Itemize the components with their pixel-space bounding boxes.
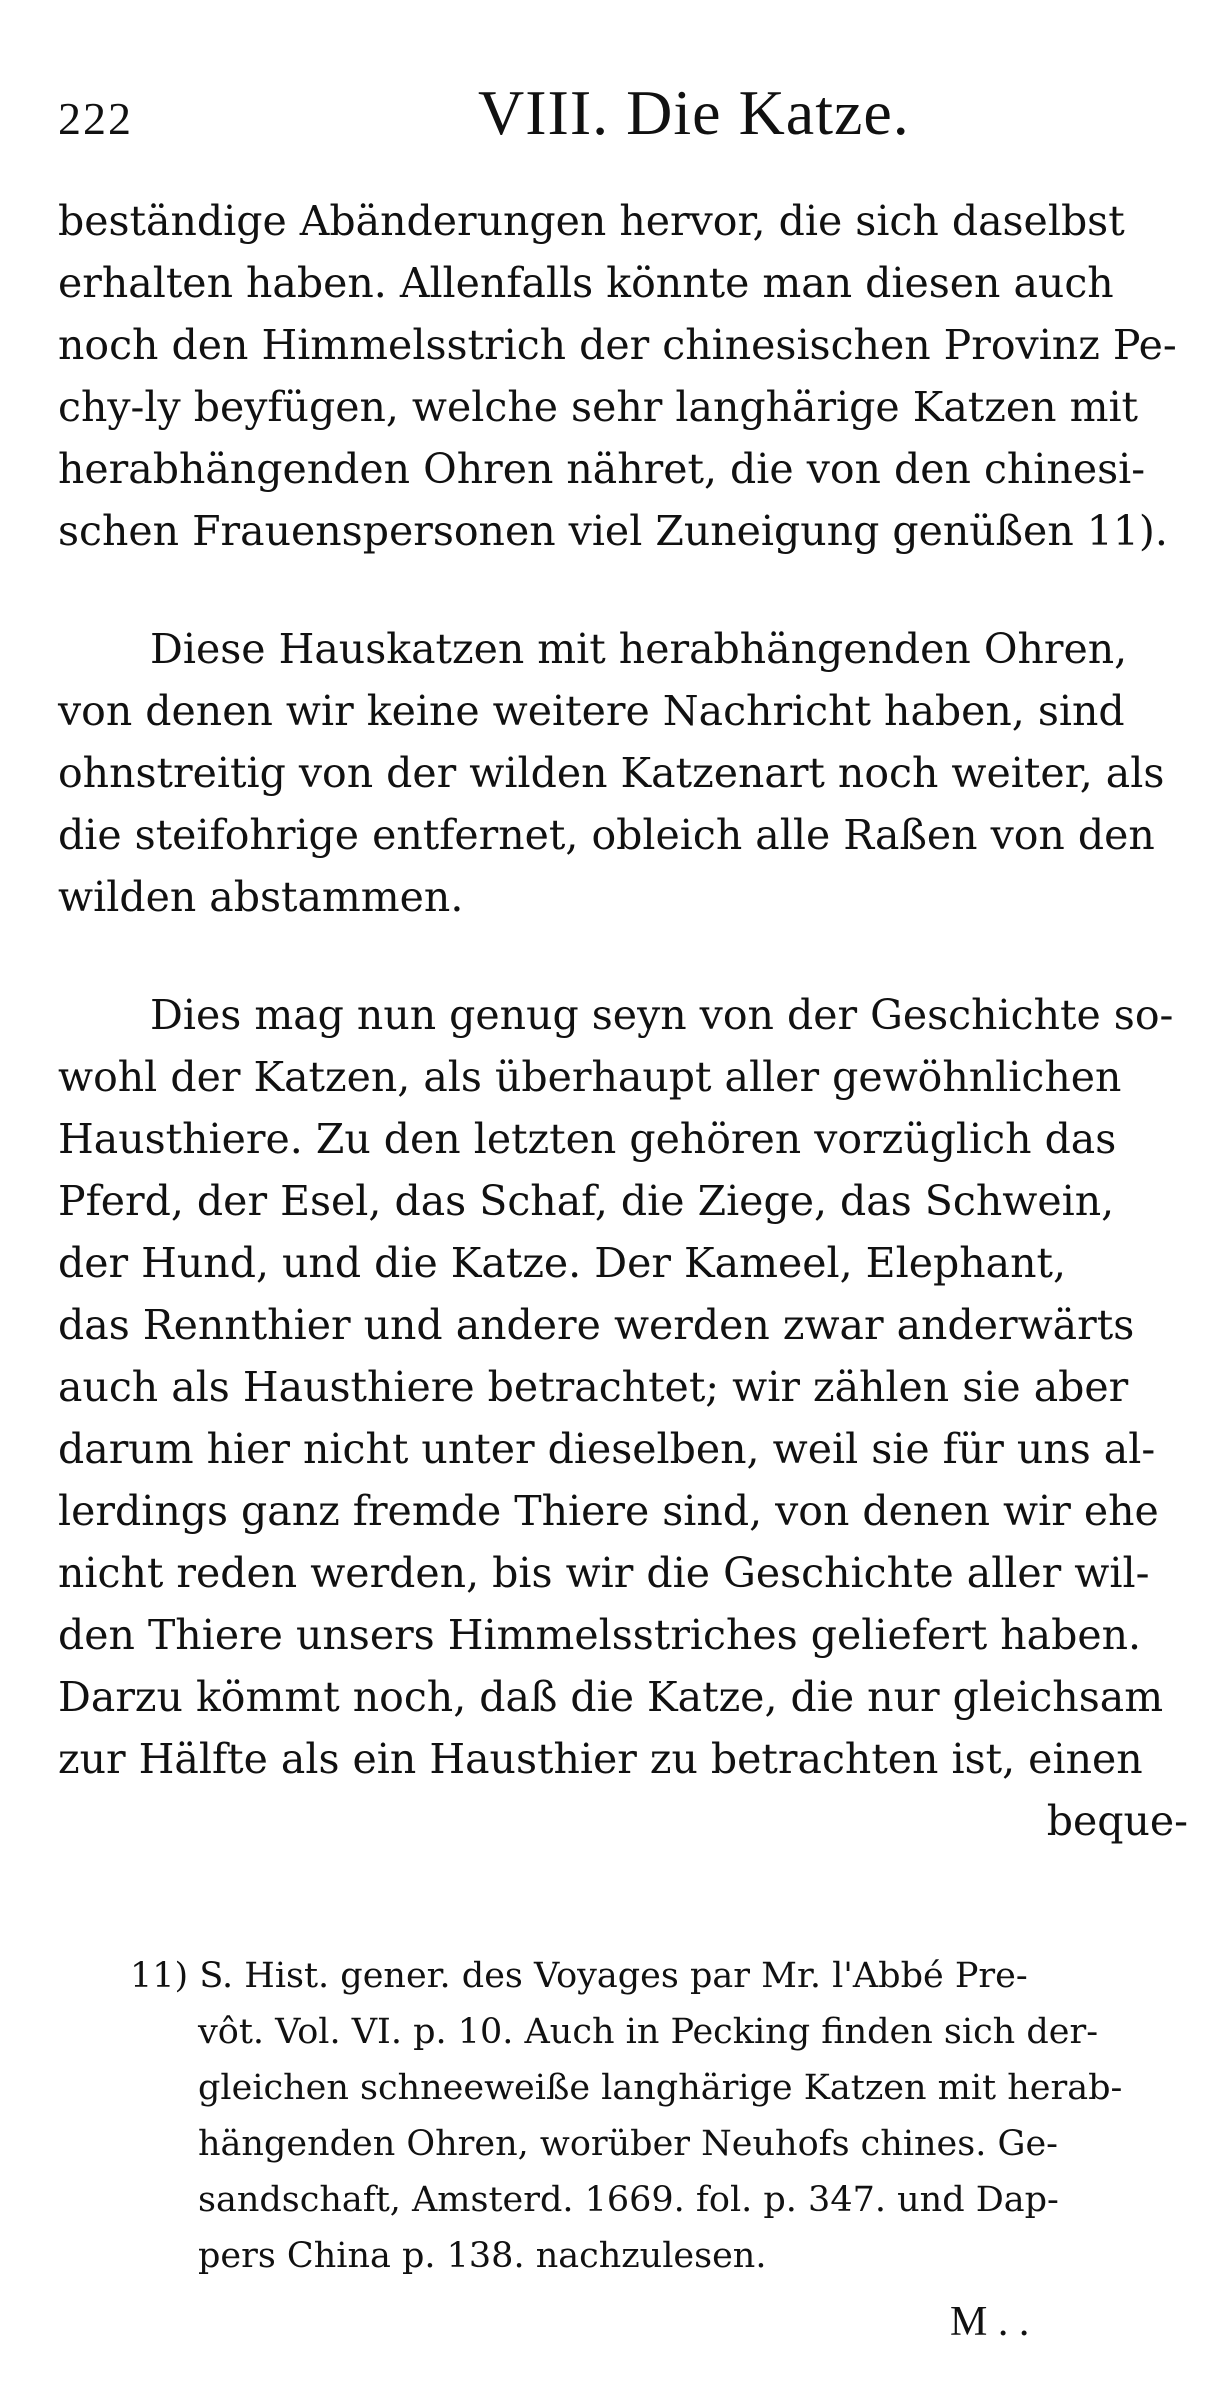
footnote-line: gleichen schneeweiße langhärige Katzen mit herab- — [198, 2068, 1123, 2108]
text-line: beständige Abänderungen hervor, die sich daselbst — [58, 197, 1125, 245]
footnote-line: 11) S. Hist. gener. des Voyages par Mr. l'Abbé Pre- — [130, 1956, 1028, 1996]
text-line: chy-ly beyfügen, welche sehr langhärige Katzen mit — [58, 383, 1139, 431]
text-line: den Thiere unsers Himmelsstriches geliefert haben. — [58, 1611, 1142, 1659]
paragraph-1 — [58, 190, 1188, 562]
text-line: wohl der Katzen, als überhaupt aller gewöhnlichen — [58, 1053, 1122, 1101]
paragraph-gap — [58, 562, 1188, 618]
footnote — [130, 1948, 1190, 2284]
footnote-line: hängenden Ohren, worüber Neuhofs chines. Ge- — [198, 2124, 1058, 2164]
text-line: ohnstreitig von der wilden Katzenart noch weiter, als — [58, 749, 1165, 797]
text-line: lerdings ganz fremde Thiere sind, von denen wir ehe — [58, 1487, 1159, 1535]
text-line: beque- — [1046, 1797, 1188, 1845]
footnote-line: sandschaft, Amsterd. 1669. fol. p. 347. und Dap- — [198, 2180, 1059, 2220]
running-title: VIII. Die Katze. — [478, 77, 910, 148]
signature-mark: M . . — [950, 2299, 1030, 2345]
text-line: das Rennthier und andere werden zwar anderwärts — [58, 1301, 1135, 1349]
text-line: Dies mag nun genug seyn von der Geschichte so- — [150, 991, 1174, 1039]
text-line: der Hund, und die Katze. Der Kameel, Elephant, — [58, 1239, 1066, 1287]
text-line: darum hier nicht unter dieselben, weil sie für uns al- — [58, 1425, 1156, 1473]
text-line: zur Hälfte als ein Hausthier zu betrachten ist, einen — [58, 1735, 1143, 1783]
text-line: Pferd, der Esel, das Schaf, die Ziege, das Schwein, — [58, 1177, 1115, 1225]
text-line: auch als Hausthiere betrachtet; wir zählen sie aber — [58, 1363, 1129, 1411]
text-line: erhalten haben. Allenfalls könnte man diesen auch — [58, 259, 1114, 307]
body-text — [58, 190, 1188, 1852]
footnote-line: vôt. Vol. VI. p. 10. Auch in Pecking finden sich der- — [198, 2012, 1099, 2052]
page-header — [58, 70, 1168, 160]
footnote-line: pers China p. 138. nachzulesen. — [198, 2236, 767, 2276]
text-line: schen Frauenspersonen viel Zuneigung genüßen 11). — [58, 507, 1168, 555]
paragraph-2 — [58, 618, 1188, 928]
page-number: 222 — [58, 93, 133, 144]
paragraph-gap — [58, 928, 1188, 984]
text-line: die steifohrige entfernet, obleich alle Raßen von den — [58, 811, 1155, 859]
paragraph-3 — [58, 984, 1188, 1852]
text-line: herabhängenden Ohren nähret, die von den chinesi- — [58, 445, 1146, 493]
text-line: Hausthiere. Zu den letzten gehören vorzüglich das — [58, 1115, 1117, 1163]
text-line: Diese Hauskatzen mit herabhängenden Ohren, — [150, 625, 1128, 673]
text-line: noch den Himmelsstrich der chinesischen Provinz Pe- — [58, 321, 1177, 369]
text-line: von denen wir keine weitere Nachricht haben, sind — [58, 687, 1125, 735]
text-line: Darzu kömmt noch, daß die Katze, die nur gleichsam — [58, 1673, 1164, 1721]
text-line: wilden abstammen. — [58, 873, 464, 921]
text-line: nicht reden werden, bis wir die Geschichte aller wil- — [58, 1549, 1150, 1597]
